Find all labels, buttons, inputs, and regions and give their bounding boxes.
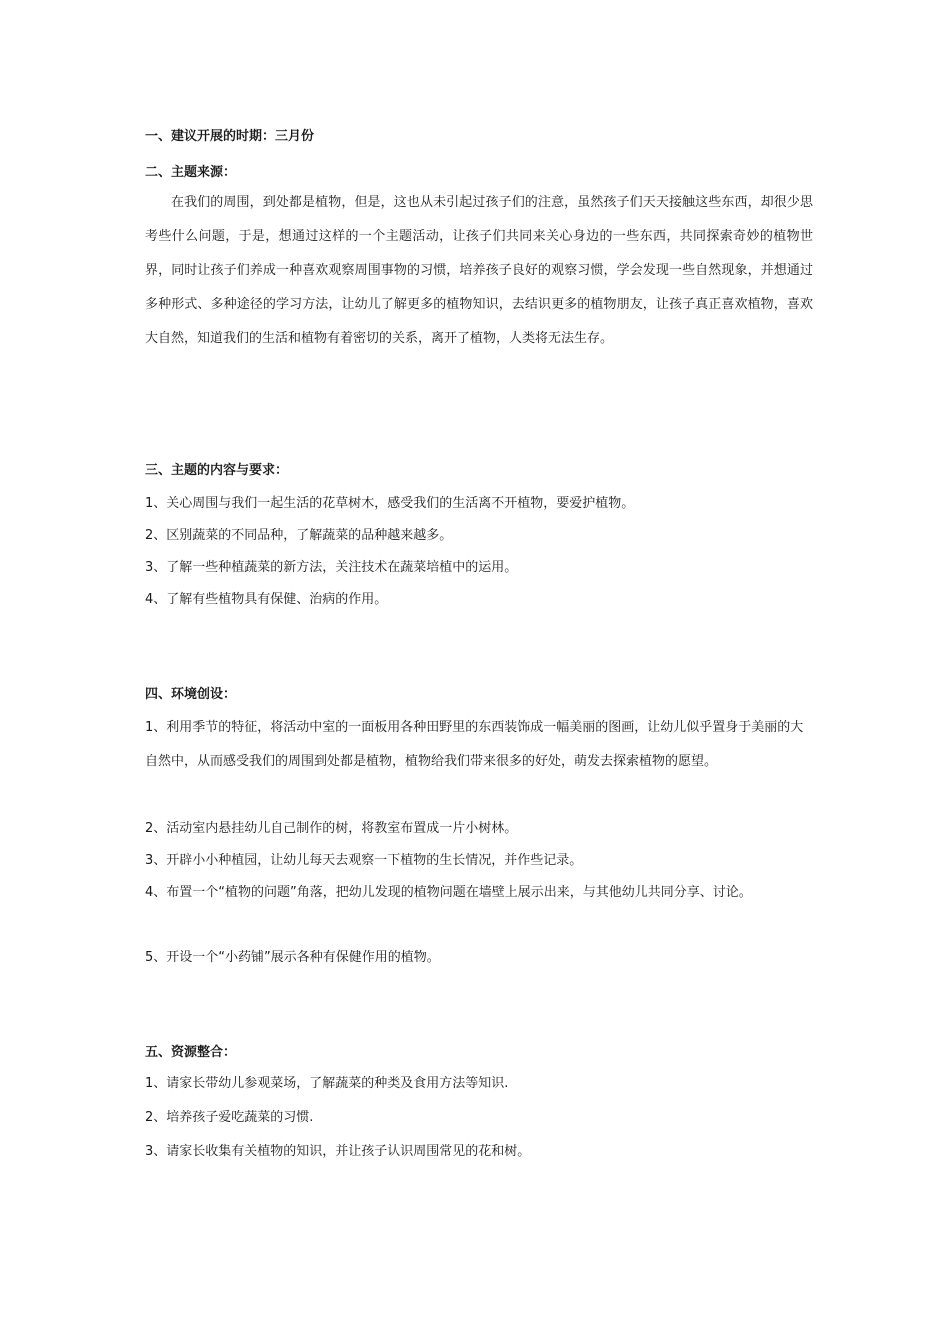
source-paragraph: 在我们的周围，到处都是植物，但是，这也从未引起过孩子们的注意，虽然孩子们天天接触这些东西，却很少思考些什么问题，于是，想通过这样的一个主题活动，让孩子们共同来关心身边的一些东西，共同探索奇妙的植物世界，同时让孩子们养成一种喜欢观察周围事物的习惯，培养孩子良好的观察习惯，学会发现一些自然现象，并想通过多种形式、多种途径的学习方法，让幼儿了解更多的植物知识，去结识更多的植物朋友，让孩子真正喜欢植物，喜欢大自然，知道我们的生活和植物有着密切的关系，离开了植物，人类将无法生存。 [145, 195, 813, 346]
environment-item-1: 1、利用季节的特征，将活动中室的一面板用各种田野里的东西装饰成一幅美丽的图画，让幼儿似乎置身于美丽的大自然中，从而感受我们的周围到处都是植物，植物给我们带来很多的好处，萌发去探索植物的愿望。 [145, 720, 804, 769]
section-heading-resources: 五、资源整合： [145, 1045, 237, 1060]
environment-item-5: 5、开设一个“小药铺”展示各种有保健作用的植物。 [145, 950, 440, 965]
environment-item-3: 3、开辟小小种植园，让幼儿每天去观察一下植物的生长情况，并作些记录。 [145, 853, 583, 868]
resource-item-2: 2、培养孩子爱吃蔬菜的习惯. [145, 1110, 314, 1125]
section-heading-period: 一、建议开展的时期：三月份 [145, 129, 315, 144]
content-item-4: 4、了解有些植物具有保健、治病的作用。 [145, 592, 388, 607]
content-item-2: 2、区别蔬菜的不同品种，了解蔬菜的品种越来越多。 [145, 528, 453, 543]
content-item-3: 3、了解一些种植蔬菜的新方法，关注技术在蔬菜培植中的运用。 [145, 560, 518, 575]
resource-item-3: 3、请家长收集有关植物的知识，并让孩子认识周围常见的花和树。 [145, 1144, 531, 1159]
resource-item-1: 1、请家长带幼儿参观菜场，了解蔬菜的种类及食用方法等知识. [145, 1076, 509, 1091]
section-heading-environment: 四、环境创设： [145, 687, 237, 702]
section-heading-content: 三、主题的内容与要求： [145, 463, 289, 478]
environment-item-2: 2、活动室内悬挂幼儿自己制作的树，将教室布置成一片小树林。 [145, 821, 518, 836]
section-heading-source: 二、主题来源： [145, 165, 237, 180]
content-item-1: 1、关心周围与我们一起生活的花草树木，感受我们的生活离不开植物，要爱护植物。 [145, 496, 635, 511]
environment-item-4: 4、布置一个“植物的问题”角落，把幼儿发现的植物问题在墙壁上展示出来，与其他幼儿共同分享、讨论。 [145, 885, 752, 900]
document-page [145, 0, 815, 1344]
